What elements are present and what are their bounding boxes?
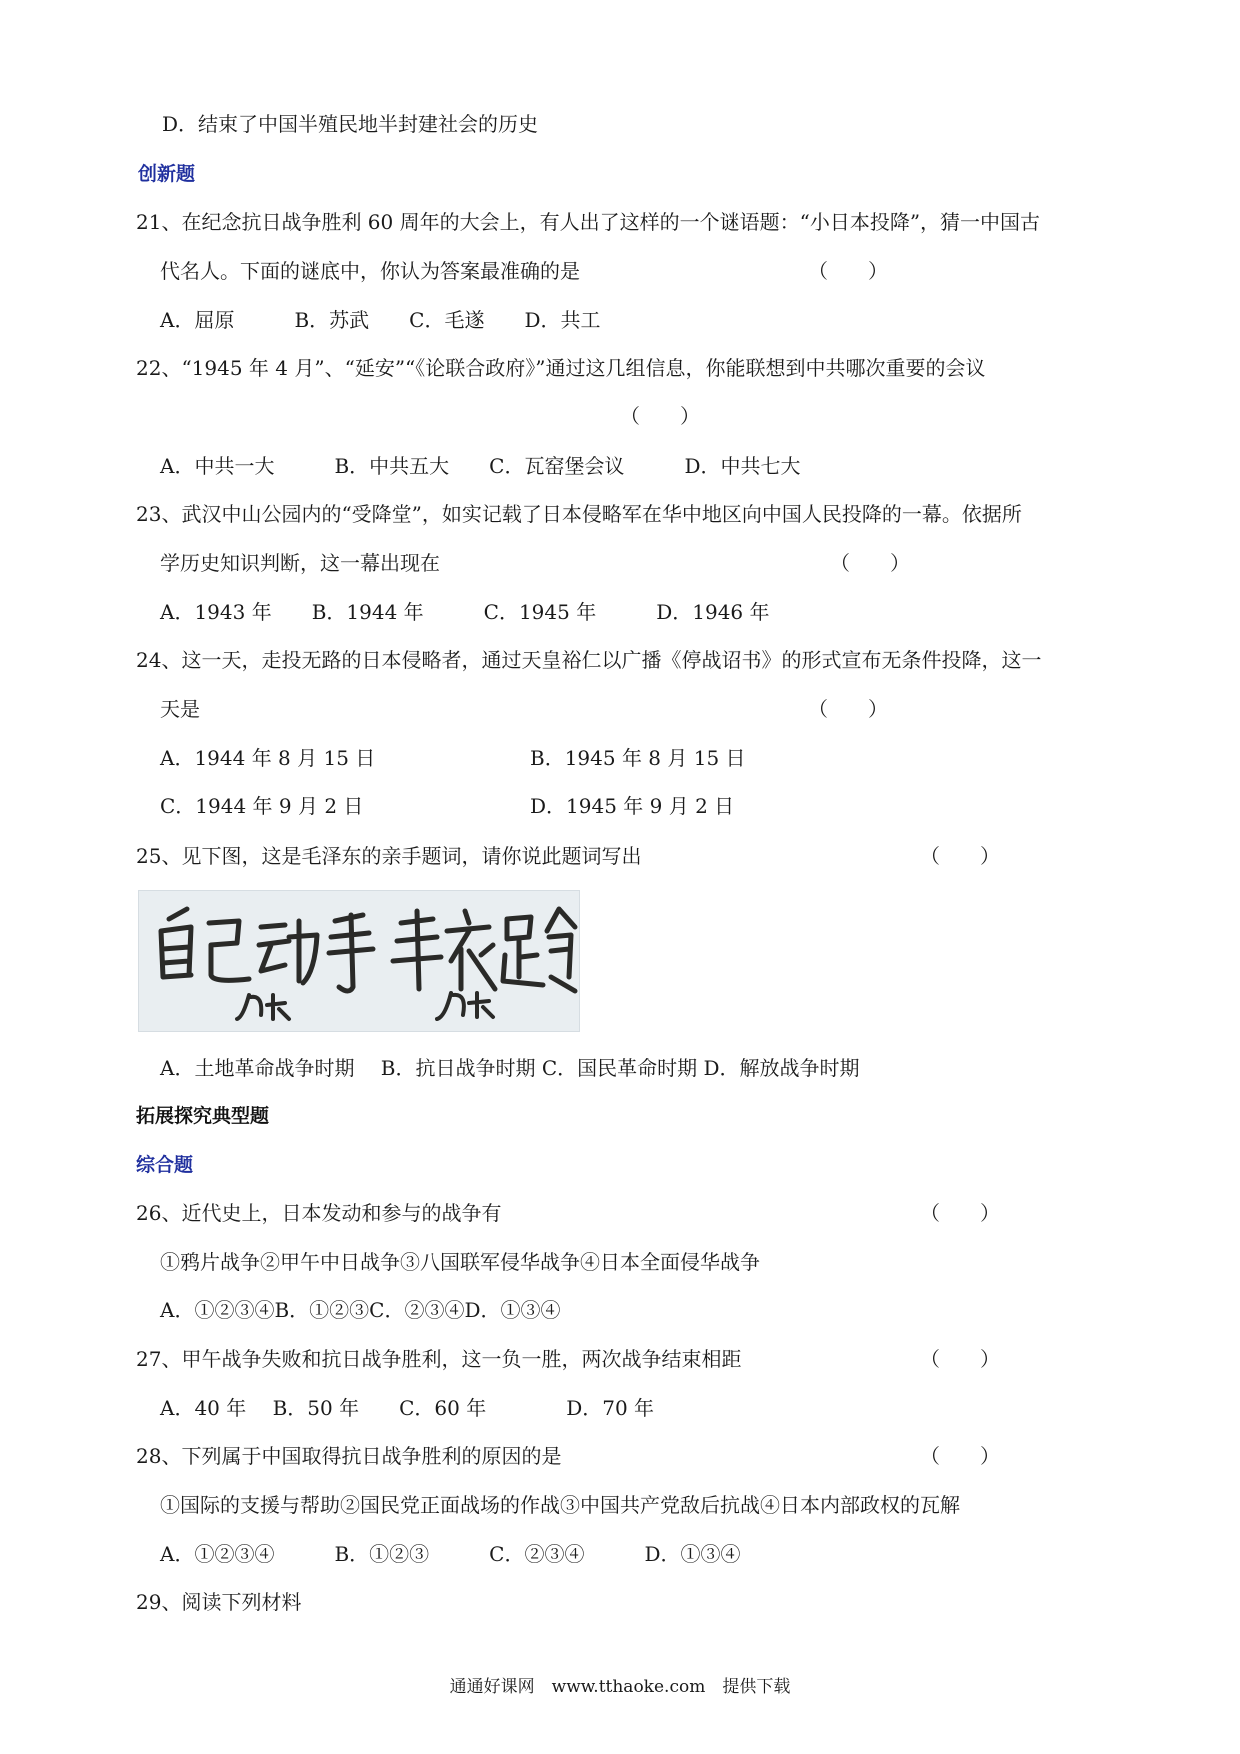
q24-option-d: D．1945 年 9 月 2 日	[530, 794, 735, 818]
q28-line2: ①国际的支援与帮助②国民党正面战场的作战③中国共产党敌后抗战④日本内部政权的瓦解	[160, 1493, 960, 1517]
q24-line1: 24、这一天，走投无路的日本侵略者，通过天皇裕仁以广播《停战诏书》的形式宣布无条件投降，这一	[136, 648, 1042, 672]
q26-line2: ①鸦片战争②甲午中日战争③八国联军侵华战争④日本全面侵华战争	[160, 1250, 760, 1274]
q24-option-c: C．1944 年 9 月 2 日	[160, 794, 364, 818]
q25-line1: 25、见下图，这是毛泽东的亲手题词，请你说此题词写出	[136, 844, 642, 868]
q21-line1: 21、在纪念抗日战争胜利 60 周年的大会上，有人出了这样的一个谜语题：“小日本投降”，猜一中国古	[136, 210, 1041, 234]
q23-answer-bracket: （ ）	[830, 551, 910, 575]
q27-options: A．40 年 B．50 年 C．60 年 D．70 年	[160, 1396, 655, 1420]
q27-answer-bracket: （ ）	[920, 1347, 1000, 1371]
q28-answer-bracket: （ ）	[920, 1444, 1000, 1468]
q23-line1: 23、武汉中山公园内的“受降堂”，如实记载了日本侵略军在华中地区向中国人民投降的一幕。依据所	[136, 502, 1022, 526]
q23-line2: 学历史知识判断，这一幕出现在	[160, 551, 440, 575]
section-heading-comprehensive: 综合题	[136, 1154, 194, 1176]
q21-line2: 代名人。下面的谜底中，你认为答案最准确的是	[160, 259, 580, 283]
section-heading-innovation: 创新题	[138, 163, 196, 185]
q25-options: A．土地革命战争时期 B．抗日战争时期 C．国民革命时期 D．解放战争时期	[160, 1056, 860, 1080]
q24-line2: 天是	[160, 697, 200, 721]
q26-answer-bracket: （ ）	[920, 1201, 1000, 1225]
calligraphy-image	[138, 890, 580, 1032]
section-heading-explore: 拓展探究典型题	[136, 1105, 270, 1127]
q25-answer-bracket: （ ）	[920, 844, 1000, 868]
q24-option-a: A．1944 年 8 月 15 日	[160, 746, 376, 770]
q24-option-b: B．1945 年 8 月 15 日	[530, 746, 746, 770]
q29-line1: 29、阅读下列材料	[136, 1590, 302, 1614]
q20-option-d: D．结束了中国半殖民地半封建社会的历史	[162, 112, 539, 136]
q28-line1: 28、下列属于中国取得抗日战争胜利的原因的是	[136, 1444, 562, 1468]
q21-answer-bracket: （ ）	[808, 259, 888, 283]
q21-options: A．屈原 B．苏武 C．毛遂 D．共工	[160, 308, 601, 332]
q26-line1: 26、近代史上，日本发动和参与的战争有	[136, 1201, 502, 1225]
q22-answer-bracket: （ ）	[620, 404, 700, 428]
q23-options: A．1943 年 B．1944 年 C．1945 年 D．1946 年	[160, 600, 770, 624]
q26-options: A．①②③④B．①②③C．②③④D．①③④	[160, 1298, 561, 1322]
calligraphy-strokes	[139, 891, 579, 1031]
q28-options: A．①②③④ B．①②③ C．②③④ D．①③④	[160, 1542, 741, 1566]
q22-line1: 22、“1945 年 4 月”、“延安”“《论联合政府》”通过这几组信息，你能联想到中共哪次重要的会议	[136, 356, 986, 380]
q27-line1: 27、甲午战争失败和抗日战争胜利，这一负一胜，两次战争结束相距	[136, 1347, 742, 1371]
q22-options: A．中共一大 B．中共五大 C．瓦窑堡会议 D．中共七大	[160, 454, 801, 478]
page-footer: 通通好课网 www.tthaoke.com 提供下载	[449, 1677, 791, 1697]
q24-answer-bracket: （ ）	[808, 697, 888, 721]
